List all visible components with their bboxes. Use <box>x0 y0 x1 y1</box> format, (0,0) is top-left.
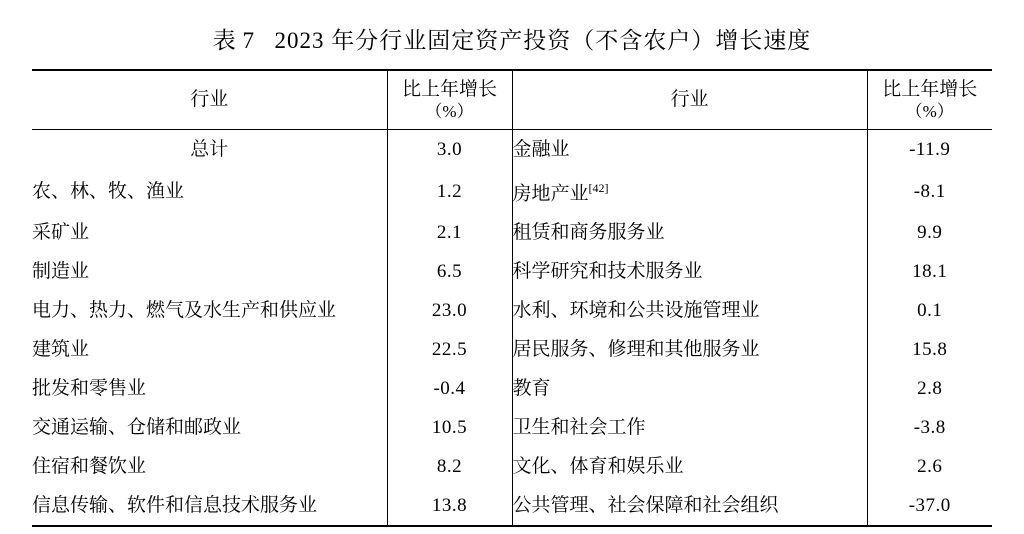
header-growth-right-line1: 比上年增长 <box>882 78 978 100</box>
row-right-value: 18.1 <box>867 252 992 291</box>
header-industry-right: 行业 <box>512 70 867 130</box>
table-body <box>32 130 992 527</box>
row-left-label: 住宿和餐饮业 <box>32 456 147 478</box>
row-left-value: 22.5 <box>387 330 512 369</box>
table-row <box>32 447 992 486</box>
row-left-value: 23.0 <box>387 291 512 330</box>
fixed-asset-investment-table <box>32 69 992 527</box>
row-right-value: 15.8 <box>867 330 992 369</box>
row-right-value: 2.8 <box>867 369 992 408</box>
row-left-label: 电力、热力、燃气及水生产和供应业 <box>32 300 337 322</box>
table-row <box>32 169 992 213</box>
table-header <box>32 70 992 130</box>
table-number: 表 7 <box>212 28 255 53</box>
table-title <box>0 0 1024 69</box>
row-right-label <box>512 169 867 213</box>
row-right-label: 水利、环境和公共设施管理业 <box>512 291 867 330</box>
row-left-label: 采矿业 <box>32 222 90 244</box>
row-left-value: 8.2 <box>387 447 512 486</box>
row-left-label: 总计 <box>190 139 229 160</box>
row-right-value: -37.0 <box>867 486 992 526</box>
row-right-label: 教育 <box>512 369 867 408</box>
row-right-value: -3.8 <box>867 408 992 447</box>
row-left-value: 1.2 <box>387 169 512 213</box>
row-right-label: 公共管理、社会保障和社会组织 <box>512 486 867 526</box>
table-row <box>32 330 992 369</box>
table-title-text: 2023 年分行业固定资产投资（不含农户）增长速度 <box>274 28 812 53</box>
footnote-marker: [42] <box>588 181 609 195</box>
row-left-label: 制造业 <box>32 261 90 283</box>
row-right-value: -8.1 <box>867 169 992 213</box>
row-left-value: 6.5 <box>387 252 512 291</box>
row-right-label: 科学研究和技术服务业 <box>512 252 867 291</box>
row-right-label: 居民服务、修理和其他服务业 <box>512 330 867 369</box>
row-right-label: 卫生和社会工作 <box>512 408 867 447</box>
header-growth-left <box>387 70 512 130</box>
table-row <box>32 213 992 252</box>
row-right-value: 2.6 <box>867 447 992 486</box>
header-growth-right <box>867 70 992 130</box>
row-right-label: 金融业 <box>512 130 867 170</box>
table-row <box>32 291 992 330</box>
row-left-label: 批发和零售业 <box>32 378 147 400</box>
row-right-label: 租赁和商务服务业 <box>512 213 867 252</box>
row-left-label: 农、林、牧、渔业 <box>32 180 185 202</box>
table-row <box>32 408 992 447</box>
row-left-value: 2.1 <box>387 213 512 252</box>
header-industry-left: 行业 <box>190 89 229 111</box>
row-left-value: 13.8 <box>387 486 512 526</box>
table-row <box>32 252 992 291</box>
row-left-label: 建筑业 <box>32 339 90 361</box>
table-row <box>32 130 992 170</box>
row-right-value: -11.9 <box>867 130 992 170</box>
row-left-value: 10.5 <box>387 408 512 447</box>
row-right-label: 文化、体育和娱乐业 <box>512 447 867 486</box>
header-growth-right-line2: （%） <box>905 102 954 122</box>
table-row <box>32 369 992 408</box>
row-right-value: 9.9 <box>867 213 992 252</box>
row-left-label: 信息传输、软件和信息技术服务业 <box>32 495 318 517</box>
row-right-value: 0.1 <box>867 291 992 330</box>
row-left-value: 3.0 <box>387 130 512 170</box>
header-growth-left-line2: （%） <box>425 102 474 122</box>
row-left-value: -0.4 <box>387 369 512 408</box>
header-growth-left-line1: 比上年增长 <box>401 78 497 100</box>
table-row <box>32 486 992 526</box>
row-left-label: 交通运输、仓储和邮政业 <box>32 417 242 439</box>
row-right-label-text: 房地产业 <box>512 183 589 205</box>
